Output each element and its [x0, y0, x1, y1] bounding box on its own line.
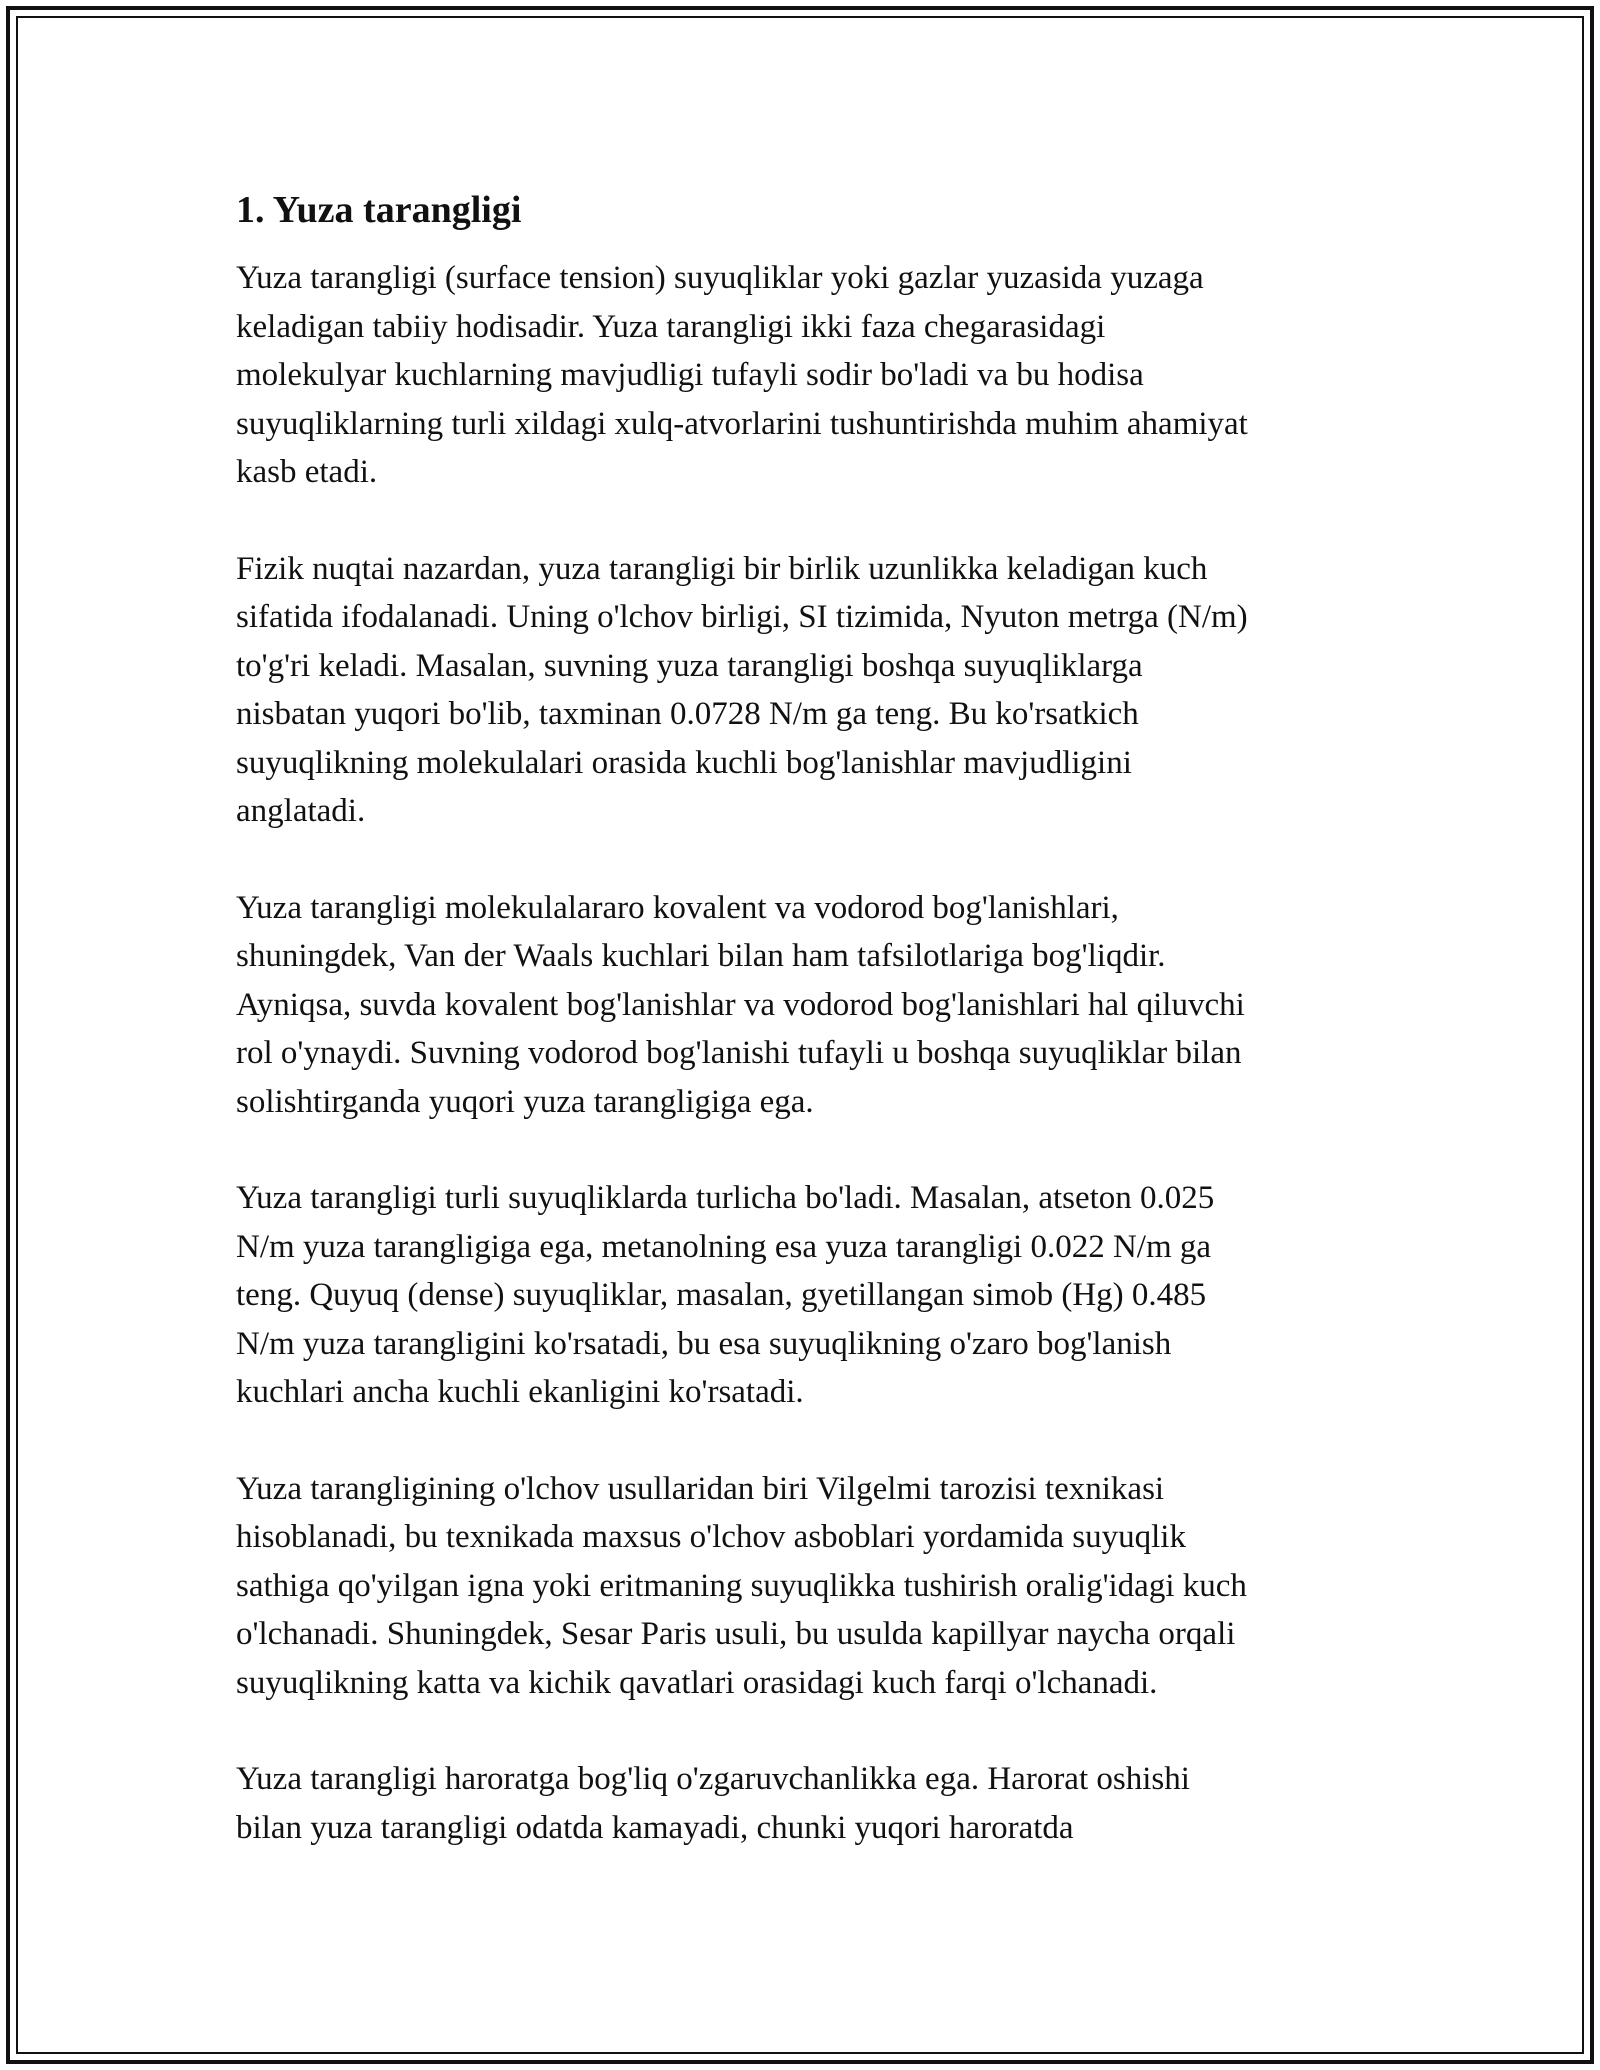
paragraph-definition — [236, 254, 1364, 497]
text-line: sifatida ifodalanadi. Uning o'lchov birligi, SI tizimida, Nyuton metrga (N/m) — [236, 599, 1248, 635]
text-line: nisbatan yuqori bo'lib, taxminan 0.0728 N/m ga teng. Bu ko'rsatkich — [236, 696, 1139, 732]
text-line: molekulyar kuchlarning mavjudligi tufayli sodir bo'ladi va bu hodisa — [236, 357, 1144, 393]
text-line: suyuqliklarning turli xildagi xulq-atvorlarini tushuntirishda muhim ahamiyat — [236, 405, 1248, 442]
text-line: o'lchanadi. Shuningdek, Sesar Paris usuli, bu usulda kapillyar naycha orqali — [236, 1616, 1236, 1652]
text-line: suyuqlikning katta va kichik qavatlari orasidagi kuch farqi o'lchanadi. — [236, 1664, 1158, 1701]
text-line: kasb etadi. — [236, 454, 378, 490]
text-line: N/m yuza tarangligini ko'rsatadi, bu esa suyuqlikning o'zaro bog'lanish — [236, 1325, 1172, 1362]
text-line: N/m yuza tarangligiga ega, metanolning esa yuza tarangligi 0.022 N/m ga — [236, 1228, 1212, 1265]
text-line: anglatadi. — [236, 793, 366, 829]
text-line: to'g'ri keladi. Masalan, suvning yuza tarangligi boshqa suyuqliklarga — [236, 647, 1143, 684]
text-line: solishtirganda yuqori yuza tarangligiga ega. — [236, 1083, 814, 1120]
text-line: Yuza tarangligining o'lchov usullaridan biri Vilgelmi tarozisi texnikasi — [236, 1470, 1165, 1507]
text-line: bilan yuza tarangligi odatda kamayadi, chunki yuqori haroratda — [236, 1809, 1074, 1846]
text-line: keladigan tabiiy hodisadir. Yuza tarangligi ikki faza chegarasidagi — [236, 308, 1106, 345]
text-line: Fizik nuqtai nazardan, yuza tarangligi bir birlik uzunlikka keladigan kuch — [236, 550, 1208, 587]
text-line: rol o'ynaydi. Suvning vodorod bog'lanishi tufayli u boshqa suyuqliklar bilan — [236, 1035, 1242, 1071]
text-line: Yuza tarangligi turli suyuqliklarda turlicha bo'ladi. Masalan, atseton 0.025 — [236, 1180, 1215, 1216]
document-body — [236, 186, 1364, 1900]
paragraph-liquid-examples — [236, 1174, 1364, 1417]
text-line: teng. Quyuq (dense) suyuqliklar, masalan, gyetillangan simob (Hg) 0.485 — [236, 1277, 1207, 1313]
text-line: Yuza tarangligi (surface tension) suyuqliklar yoki gazlar yuzasida yuzaga — [236, 260, 1204, 296]
text-line: Yuza tarangligi molekulalararo kovalent va vodorod bog'lanishlari, — [236, 889, 1119, 926]
text-line: hisoblanadi, bu texnikada maxsus o'lchov asboblari yordamida suyuqlik — [236, 1519, 1186, 1555]
paragraph-temperature-dependence — [236, 1755, 1364, 1852]
text-line: kuchlari ancha kuchli ekanligini ko'rsatadi. — [236, 1374, 804, 1410]
text-line: suyuqlikning molekulalari orasida kuchli bog'lanishlar mavjudligini — [236, 744, 1132, 781]
text-line: shuningdek, Van der Waals kuchlari bilan ham tafsilotlariga bog'liqdir. — [236, 938, 1166, 974]
section-heading: 1. Yuza tarangligi — [236, 189, 522, 231]
paragraph-physical-meaning — [236, 545, 1364, 836]
paragraph-molecular-bonds — [236, 884, 1364, 1127]
paragraph-measurement-methods — [236, 1465, 1364, 1708]
text-line: Yuza tarangligi haroratga bog'liq o'zgaruvchanlikka ega. Harorat oshishi — [236, 1761, 1190, 1797]
text-line: sathiga qo'yilgan igna yoki eritmaning suyuqlikka tushirish oralig'idagi kuch — [236, 1567, 1247, 1604]
text-line: Ayniqsa, suvda kovalent bog'lanishlar va vodorod bog'lanishlari hal qiluvchi — [236, 986, 1245, 1023]
